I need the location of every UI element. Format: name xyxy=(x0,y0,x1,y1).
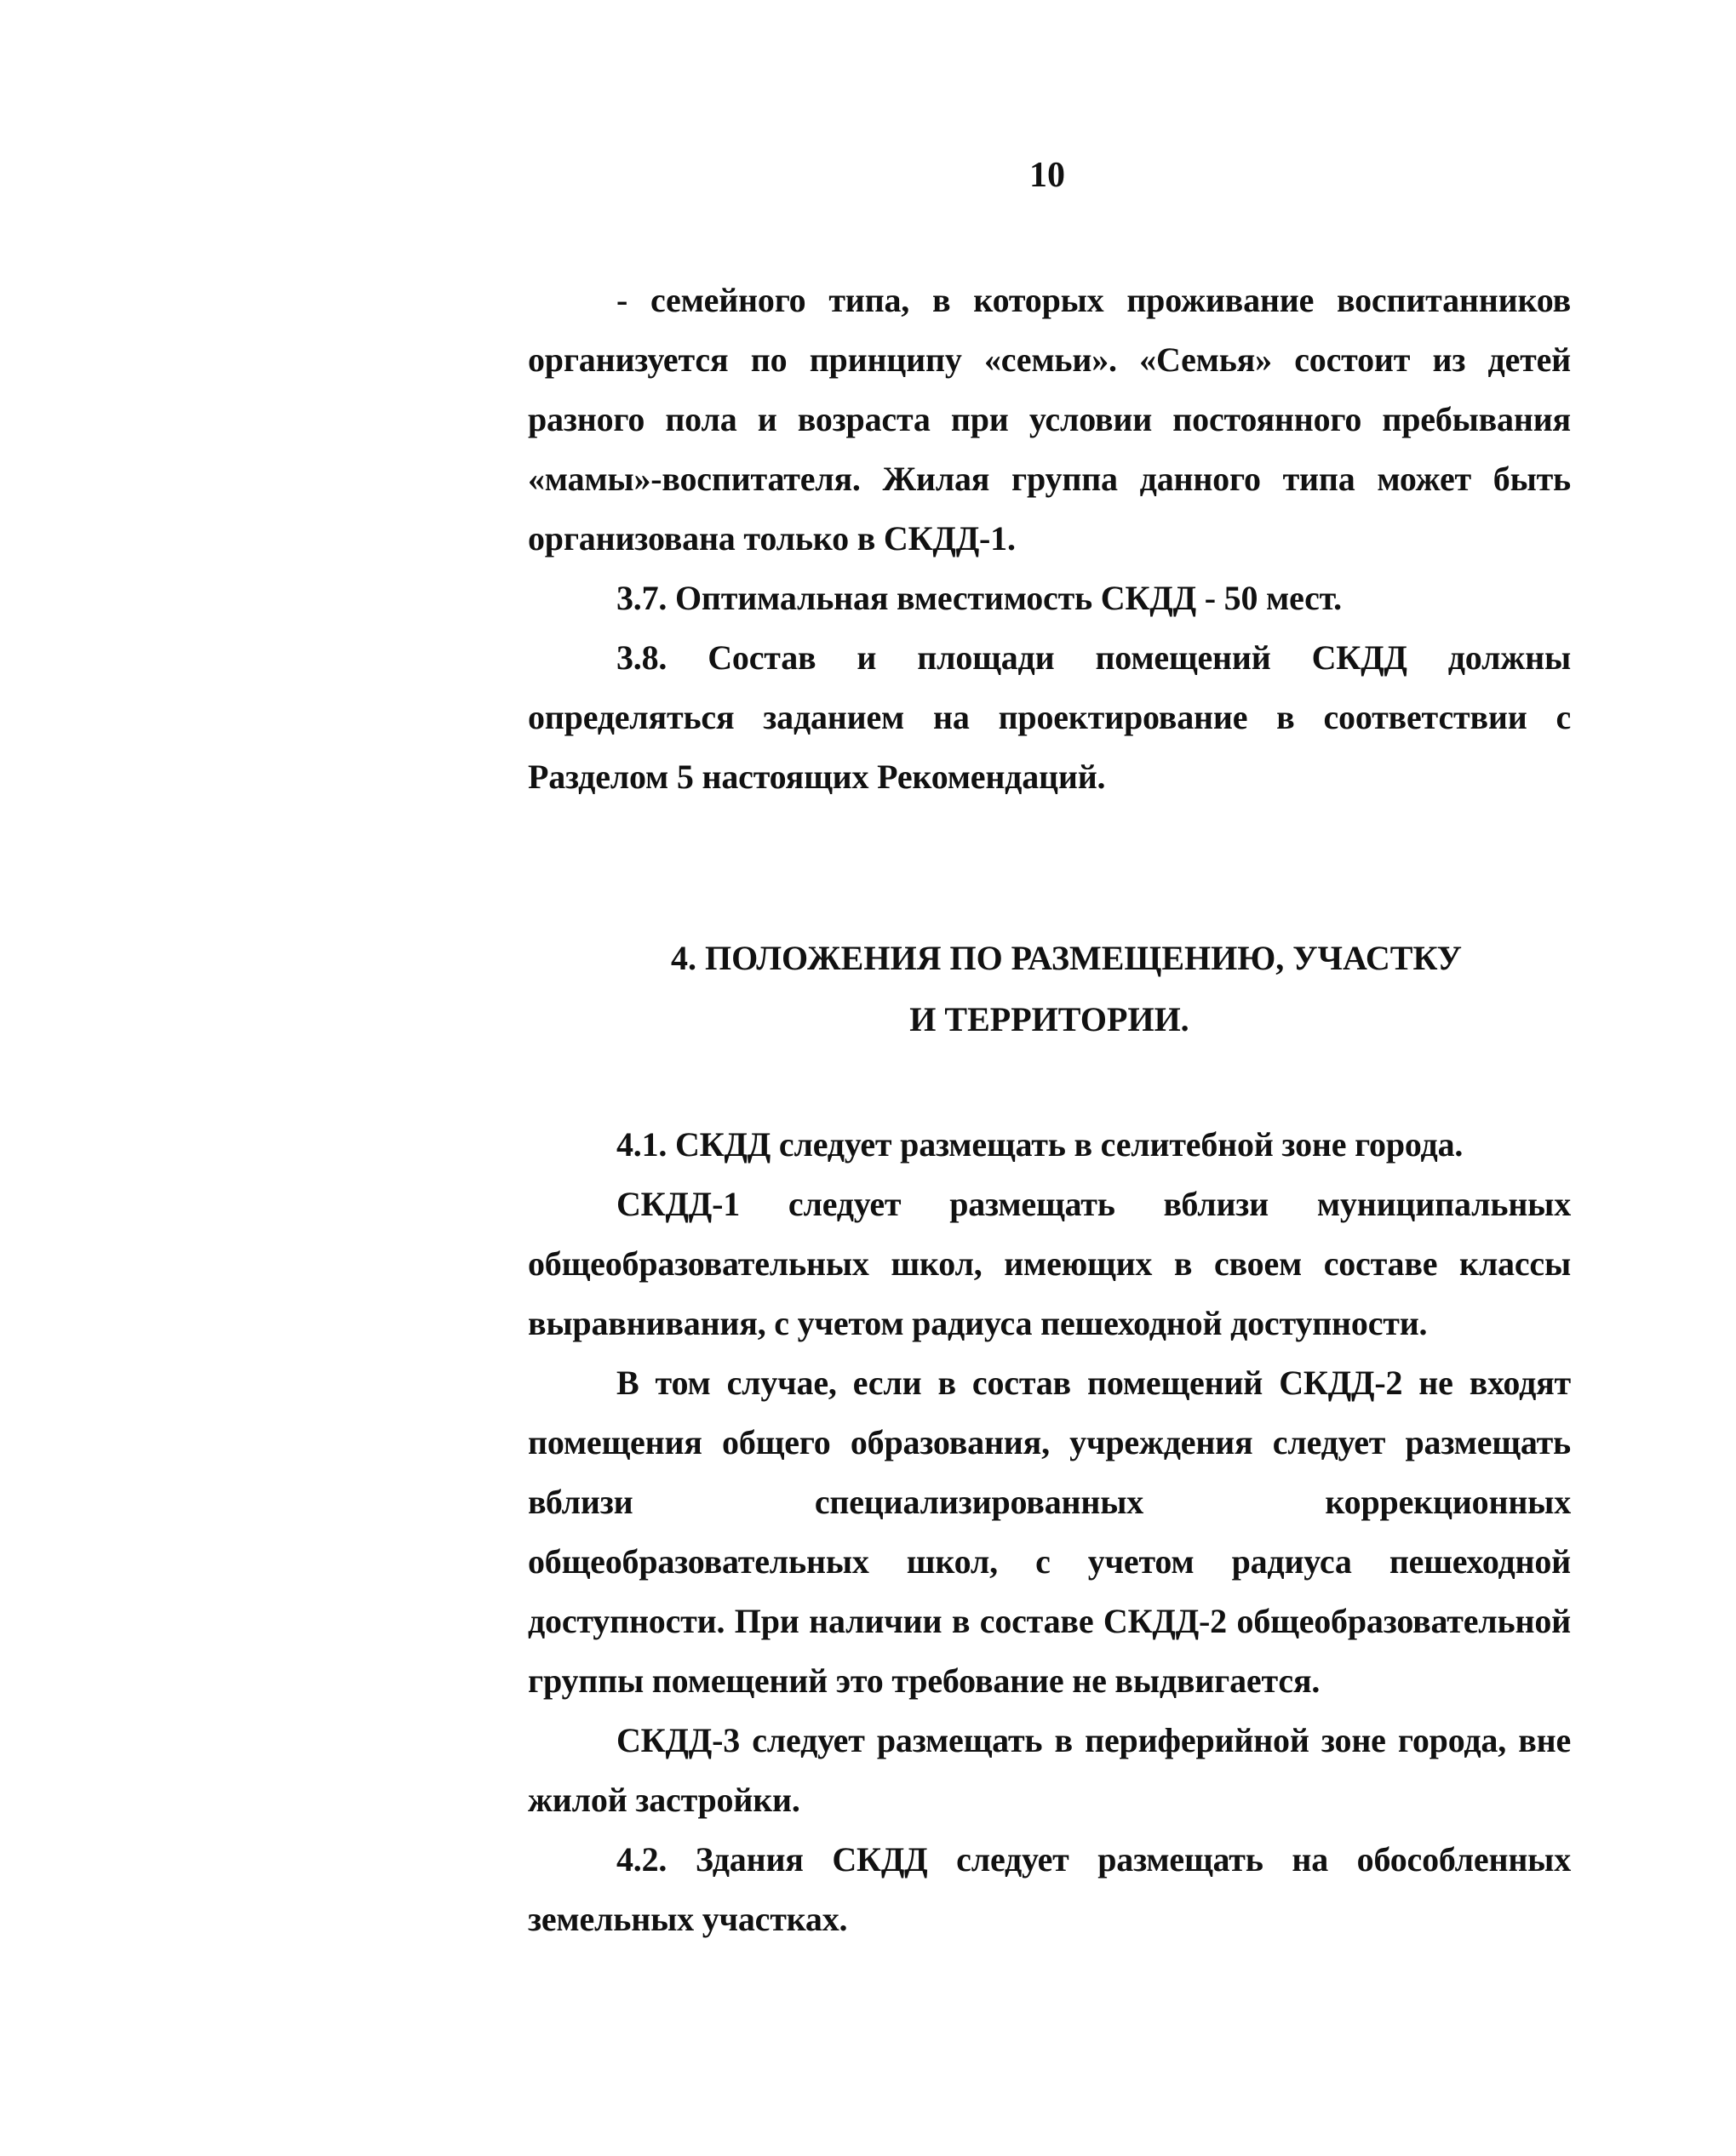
section-4-heading xyxy=(528,928,1571,1050)
paragraph-skdd-2: В том случае, если в состав помещений СКДД-2 не входят помещения общего образования, учреждения следует размещать вблизи специализированных коррекционных общеобразовательных школ, с учетом радиуса пешеходной доступности. При наличии в составе СКДД-2 общеобразовательной группы помещений это требование не выдвигается. xyxy=(528,1364,1571,1700)
section-4-text xyxy=(528,1115,1571,1949)
section-3-text xyxy=(528,271,1571,807)
paragraph-skdd-1: СКДД-1 следует размещать вблизи муниципальных общеобразовательных школ, имеющих в своем составе классы выравнивания, с учетом радиуса пешеходной доступности. xyxy=(528,1185,1571,1342)
paragraph-skdd-3: СКДД-3 следует размещать в периферийной зоне города, вне жилой застройки. xyxy=(528,1721,1571,1819)
paragraph-3-8: 3.8. Состав и площади помещений СКДД должны определяться заданием на проектирование в соответствии с Разделом 5 настоящих Рекомендаций. xyxy=(528,638,1571,796)
section-4-heading-line-1: 4. ПОЛОЖЕНИЯ ПО РАЗМЕЩЕНИЮ, УЧАСТКУ xyxy=(670,939,1463,977)
paragraph-3-7: 3.7. Оптимальная вместимость СКДД - 50 мест. xyxy=(616,579,1342,617)
page-number: 10 xyxy=(1029,156,1065,195)
section-4-heading-line-2: И ТЕРРИТОРИИ. xyxy=(909,1000,1189,1038)
paragraph-family-type: - семейного типа, в которых проживание воспитанников организуется по принципу «семьи». «Семья» состоит из детей разного пола и возраста при условии постоянного пребывания «мамы»-воспитателя. Жилая группа данного типа может быть организована только в СКДД-1. xyxy=(528,281,1571,558)
paragraph-4-1: 4.1. СКДД следует размещать в селитебной зоне города. xyxy=(616,1125,1464,1164)
paragraph-4-2: 4.2. Здания СКДД следует размещать на обособленных земельных участках. xyxy=(528,1840,1571,1938)
